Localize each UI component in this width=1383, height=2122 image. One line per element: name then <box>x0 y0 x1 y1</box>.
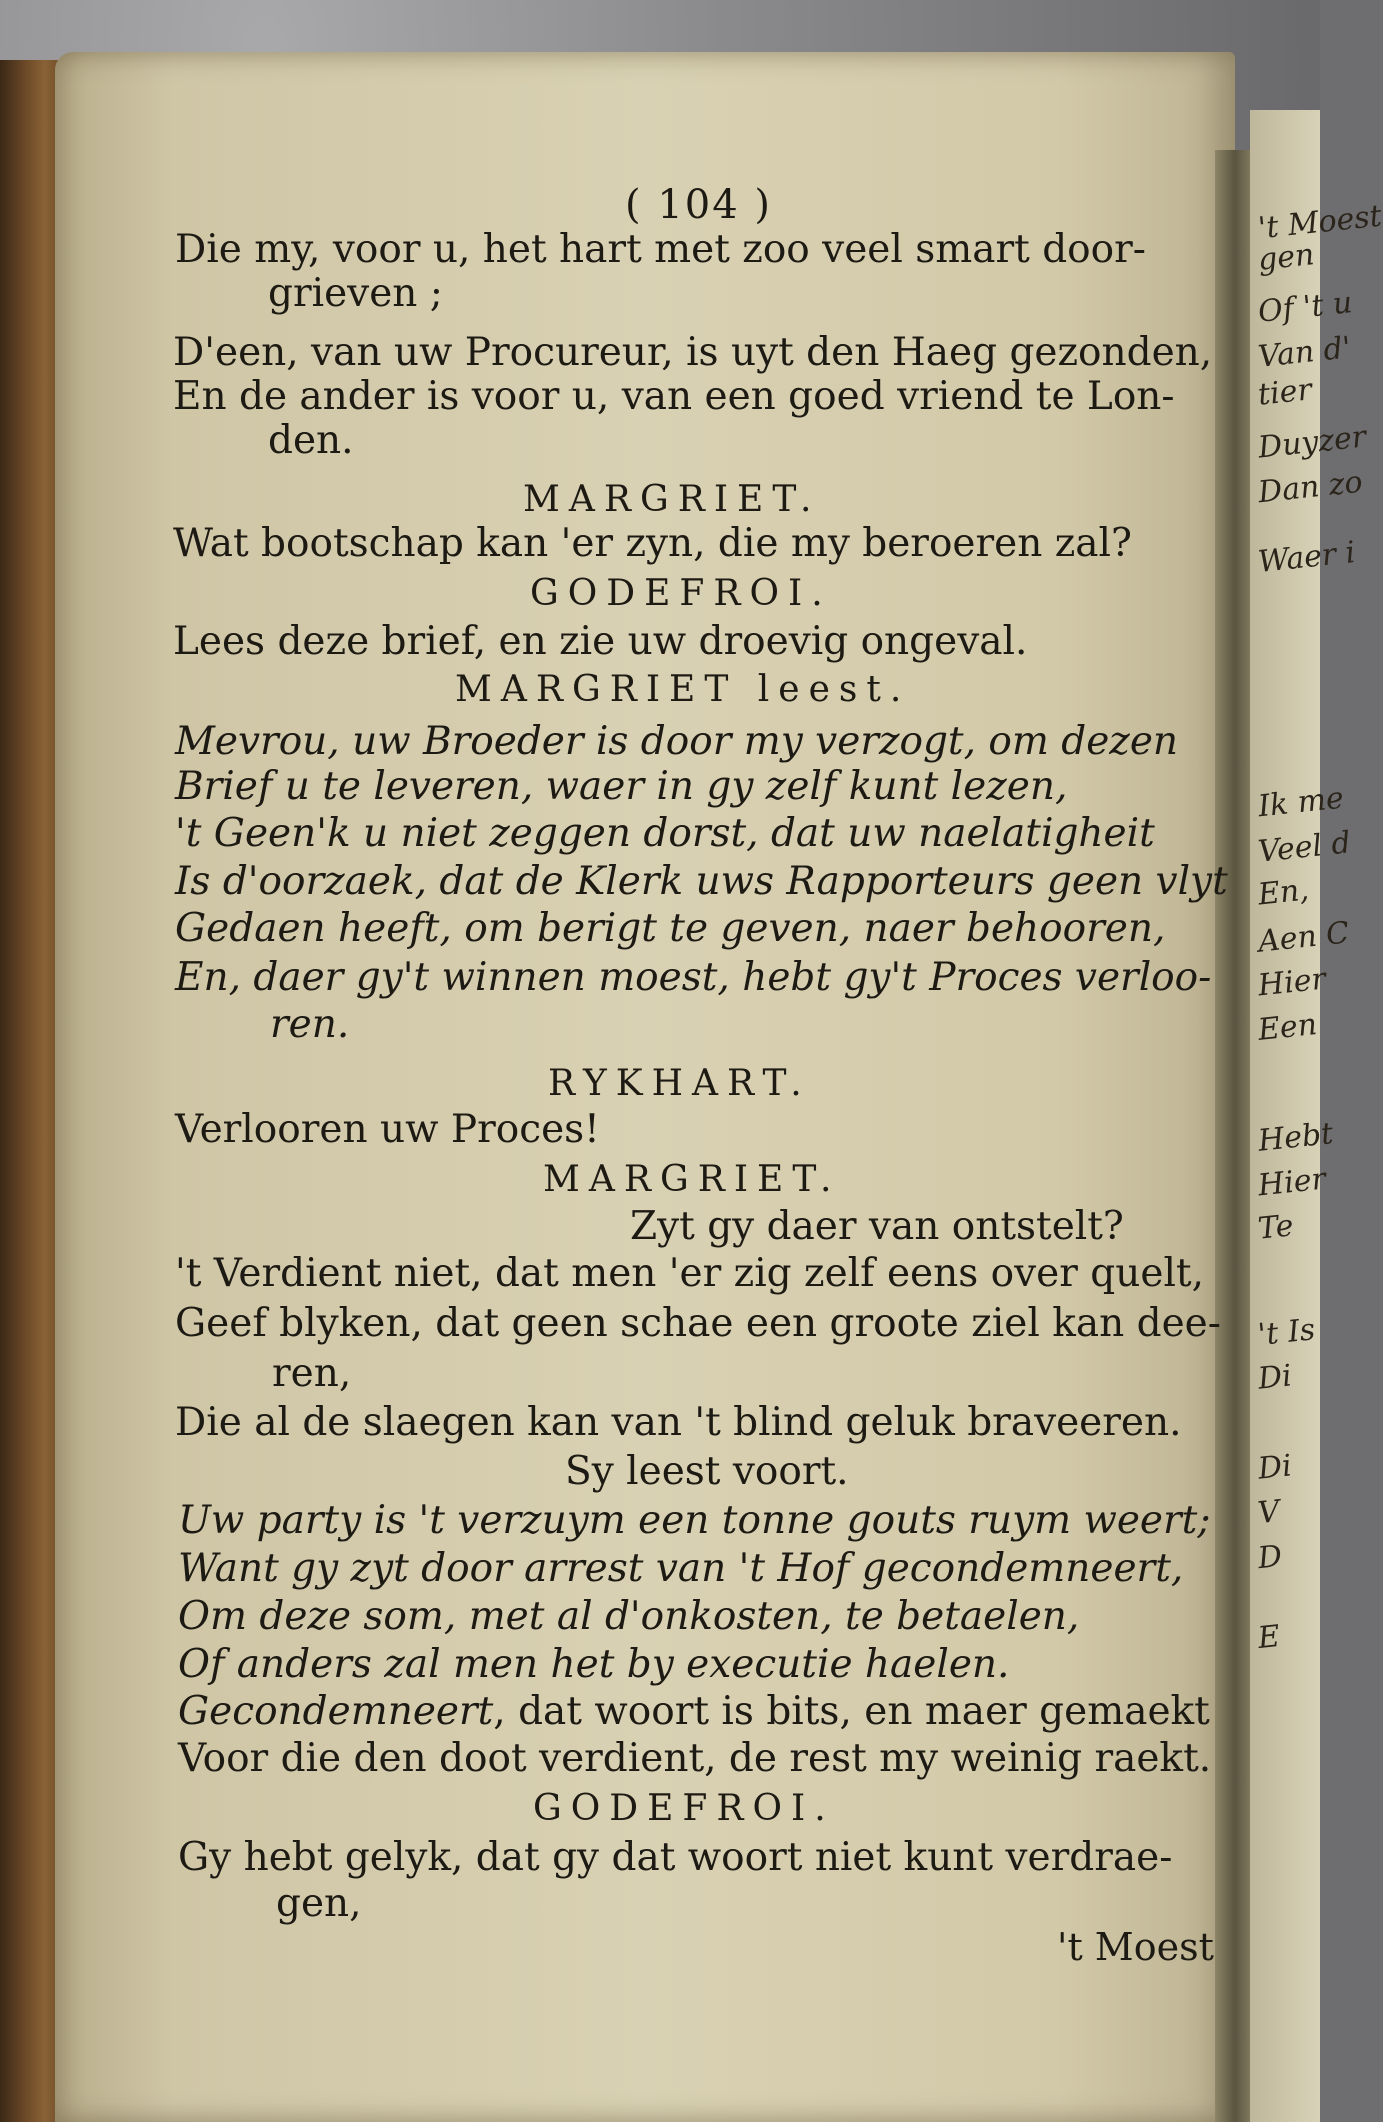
verse-line: 't Verdient niet, dat men 'er zig zelf eens over quelt, <box>175 1251 1204 1296</box>
speaker-name: MARGRIET. <box>543 1159 841 1200</box>
facing-page-text: Aen C <box>1256 915 1351 960</box>
facing-page-text: E <box>1256 1618 1282 1657</box>
verse-line: Geef blyken, dat geen schae een groote ziel kan dee- <box>175 1301 1221 1346</box>
letter-line: Om deze som, met al d'onkosten, te betaelen, <box>178 1594 1080 1639</box>
speaker-name: MARGRIET leest. <box>455 669 911 710</box>
facing-page-text: 't Is <box>1256 1312 1317 1353</box>
facing-page-text: Ik me <box>1256 780 1346 825</box>
verse-line: Voor die den doot verdient, de rest my weinig raekt. <box>178 1736 1212 1781</box>
letter-line: 't Geen'k u niet zeggen dorst, dat uw naelatigheit <box>175 811 1155 856</box>
facing-page-text: En, <box>1256 872 1311 913</box>
verse-line: Verlooren uw Proces! <box>175 1107 600 1152</box>
facing-page-text: Een <box>1256 1007 1319 1048</box>
letter-line: Uw party is 't verzuym een tonne gouts ruym weert; <box>178 1498 1211 1543</box>
facing-page-text: Di <box>1256 1448 1294 1487</box>
facing-page-text: gen <box>1256 237 1316 278</box>
verse-line: En de ander is voor u, van een goed vriend te Lon- <box>173 374 1175 419</box>
speaker-name: GODEFROI. <box>533 1788 835 1829</box>
verse-line-rest: , dat woort is bits, en maer gemaekt <box>493 1689 1210 1734</box>
facing-page-text: Waer i <box>1256 535 1357 580</box>
facing-page-text: Veel d <box>1256 825 1353 870</box>
verse-line <box>178 1690 1210 1734</box>
letter-line: En, daer gy't winnen moest, hebt gy't Proces verloo- <box>175 955 1212 1000</box>
verse-line: Gy hebt gelyk, dat gy dat woort niet kunt verdrae- <box>178 1835 1173 1880</box>
verse-line: ren, <box>272 1351 352 1396</box>
letter-line: Gedaen heeft, om berigt te geven, naer behooren, <box>175 906 1166 951</box>
verse-line: Zyt gy daer van ontstelt? <box>630 1204 1124 1249</box>
verse-line: Die my, voor u, het hart met zoo veel smart door- <box>175 227 1146 272</box>
catchword: 't Moest <box>1057 1925 1214 1969</box>
page-number: ( 104 ) <box>625 182 772 228</box>
facing-page-text: V <box>1256 1493 1282 1532</box>
letter-line: Brief u te leveren, waer in gy zelf kunt lezen, <box>175 764 1068 809</box>
verse-line: Lees deze brief, en zie uw droevig ongeval. <box>173 619 1028 664</box>
italic-word: Gecondemneert <box>178 1689 494 1734</box>
facing-page-text: D <box>1256 1538 1284 1577</box>
verse-line: den. <box>268 418 354 463</box>
letter-line: Want gy zyt door arrest van 't Hof gecondemneert, <box>178 1546 1184 1591</box>
facing-page-text: Hier <box>1256 1161 1328 1204</box>
facing-page-text: Van d' <box>1256 330 1353 375</box>
facing-page-text: Di <box>1256 1358 1294 1397</box>
verse-line: Wat bootschap kan 'er zyn, die my beroeren zal? <box>173 521 1132 566</box>
verse-line: grieven ; <box>268 271 443 316</box>
facing-page-text: Duyzer <box>1256 419 1368 466</box>
speaker-name: GODEFROI. <box>530 573 832 614</box>
verse-line: D'een, van uw Procureur, is uyt den Haeg gezonden, <box>173 330 1213 375</box>
letter-line: Mevrou, uw Broeder is door my verzogt, om dezen <box>175 719 1179 764</box>
speaker-name: RYKHART. <box>548 1063 811 1104</box>
letter-line: Of anders zal men het by executie haelen. <box>178 1642 1010 1687</box>
verse-line: gen, <box>276 1881 362 1926</box>
facing-page-text: Hier <box>1256 961 1328 1004</box>
facing-page-text: tier <box>1256 372 1314 413</box>
stage-direction: Sy leest voort. <box>565 1449 849 1494</box>
facing-page-text: 't Moest <box>1256 198 1383 247</box>
facing-page-text: Hebt <box>1256 1116 1335 1159</box>
speaker-name: MARGRIET. <box>523 479 821 520</box>
facing-page-text: Dan zo <box>1256 464 1365 511</box>
letter-line: ren. <box>270 1002 350 1047</box>
verse-line: Die al de slaegen kan van 't blind geluk braveeren. <box>175 1400 1182 1445</box>
facing-page-text: Te <box>1256 1208 1296 1247</box>
letter-line: Is d'oorzaek, dat de Klerk uws Rapporteurs geen vlyt <box>175 859 1228 904</box>
facing-page-text: Of 't u <box>1256 285 1354 330</box>
